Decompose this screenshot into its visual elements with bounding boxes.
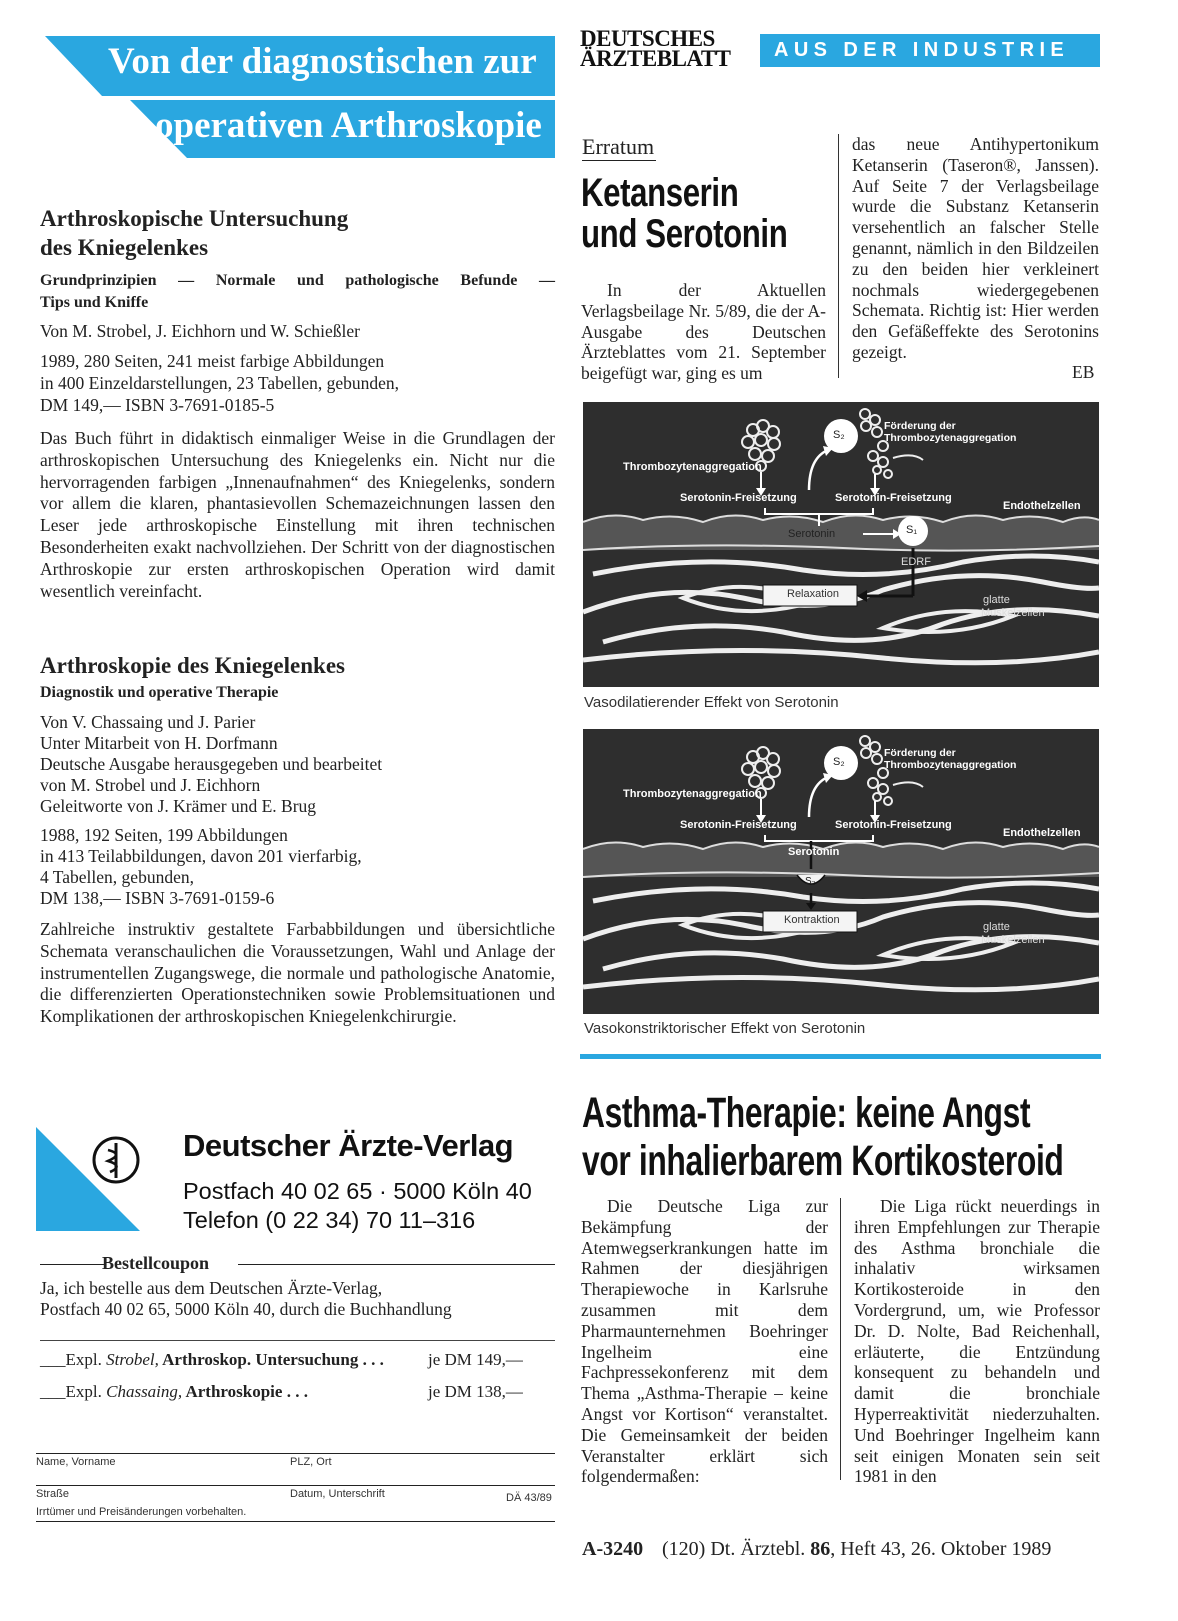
asthma-col1: Die Deutsche Liga zur Bekämpfung der Atemwegserkrankungen hatte im Rahmen der diesjährigen Therapiewoche in Karlsruhe zusammen mit dem Pharmaunternehmen Boehringer Ingelheim eine Fachpressekonferenz mit dem Thema „Asthma-Therapie – keine Angst vor Kortison“ veranstaltet. Die Gemeinsamkeit der beiden Veranstalter erklärt sich folgendermaßen: [581, 1196, 828, 1487]
book2-description: Zahlreiche instruktiv gestaltete Farbabbildungen und übersichtliche Schemata veranschaulichen die Voraussetzungen, Wahl und Anlage der instrumentellen Zugangswege, die normale und pathologische Anatomie, die differenzierten Operationstechniken sowie Problemsituationen und Komplikationen der arthroskopischen Kniegelenkchirurgie. [40, 919, 555, 1027]
label-serotonin-freisetzung: Serotonin-Freisetzung [680, 492, 797, 504]
label-kontraktion: Kontraktion [784, 914, 840, 926]
asthma-headline-line1: Asthma-Therapie: keine Angst [582, 1089, 1031, 1137]
banner-title-line2: operativen Arthroskopie [155, 105, 542, 146]
label-edrf: EDRF [901, 556, 931, 568]
coupon-field-line[interactable] [36, 1453, 555, 1454]
book2-credit-line: Geleitworte von J. Krämer und E. Brug [40, 796, 317, 816]
footer-issue-suffix: , Heft 43, 26. Oktober 1989 [830, 1538, 1052, 1560]
erratum-headline-line2: und Serotonin [581, 212, 788, 256]
diagram2-caption: Vasokonstriktorischer Effekt von Serotonin [584, 1020, 866, 1037]
book2-credit-line: von M. Strobel und J. Eichhorn [40, 775, 261, 795]
book2-detail-line: in 413 Teilabbildungen, davon 201 vierfarbig, [40, 846, 362, 866]
label-serotonin-freisetzung: Serotonin-Freisetzung [680, 819, 797, 831]
label-thrombozytenaggregation: Thrombozytenaggregation [623, 461, 762, 473]
book2-details [40, 825, 555, 909]
book2-credits [40, 712, 555, 817]
label-relaxation: Relaxation [787, 588, 839, 600]
publisher-address: Postfach 40 02 65 · 5000 Köln 40 [183, 1178, 532, 1204]
coupon-item-strobel[interactable] [40, 1350, 384, 1370]
book1-authors: Von M. Strobel, J. Eichhorn und W. Schießler [40, 321, 361, 341]
book1-detail-line: in 400 Einzeldarstellungen, 23 Tabellen, gebunden, [40, 373, 400, 393]
coupon-rule-right [238, 1264, 555, 1265]
field-label-city: PLZ, Ort [290, 1456, 332, 1468]
book1-detail-line: 1989, 280 Seiten, 241 meist farbige Abbildungen [40, 351, 385, 371]
book2-detail-line: 1988, 192 Seiten, 199 Abbildungen [40, 825, 288, 845]
book1-title-line2: des Kniegelenkes [40, 235, 209, 260]
publisher-name: Deutscher Ärzte-Verlag [183, 1128, 514, 1163]
coupon-rule-left [40, 1264, 104, 1265]
book2-detail-line: 4 Tabellen, gebunden, [40, 867, 194, 887]
coupon-item-title: Arthroskopie . . . [182, 1382, 308, 1401]
label-s1: S₁ [906, 524, 918, 536]
erratum-col1: In der Aktuellen Verlagsbeilage Nr. 5/89, die der A-Ausgabe des Deutschen Ärzteblattes vom 21. September beigefügt war, ging es um [581, 280, 826, 384]
diagram2-drawing [583, 729, 1099, 1014]
publisher-phone: Telefon (0 22 34) 70 11–316 [183, 1207, 476, 1233]
coupon-bottom-rule [36, 1521, 555, 1522]
diagram1-caption: Vasodilatierender Effekt von Serotonin [584, 694, 839, 711]
book1-details [40, 350, 555, 416]
coupon-field-line[interactable] [36, 1485, 555, 1486]
label-serotonin-freisetzung: Serotonin-Freisetzung [835, 492, 952, 504]
footer-page-number: A-3240 [582, 1538, 644, 1560]
footer-citation [662, 1538, 1051, 1561]
book1-title-line1: Arthroskopische Untersuchung [40, 206, 349, 231]
masthead-line1: DEUTSCHES [580, 26, 715, 51]
label-s2: S₂ [833, 429, 845, 441]
label-serotonin: Serotonin [788, 528, 836, 540]
label-muskelzellen: Muskelzellen [981, 934, 1045, 946]
label-foerderung: Förderung der [884, 420, 956, 432]
publisher-logo-icon [90, 1134, 142, 1186]
label-glatte: glatte [983, 921, 1010, 933]
field-label-street: Straße [36, 1488, 70, 1500]
label-foerderung: Förderung der [884, 747, 956, 759]
label-serotonin: Serotonin [788, 846, 840, 858]
book1-detail-line: DM 149,— ISBN 3-7691-0185-5 [40, 395, 275, 415]
coupon-text-line2: Postfach 40 02 65, 5000 Köln 40, durch die Buchhandlung [40, 1299, 452, 1319]
coupon-item-price: je DM 138,— [428, 1382, 523, 1401]
banner-title-line1: Von der diagnostischen zur [108, 41, 537, 82]
section-divider [580, 1054, 1101, 1059]
diagram-vasokonstriktion [583, 729, 1099, 1014]
book2-credit-line: Unter Mitarbeit von H. Dorfmann [40, 733, 278, 753]
book1-subtitle-line2: Tips und Kniffe [40, 294, 149, 311]
footer-issue-prefix: (120) Dt. Ärztebl. [662, 1538, 811, 1560]
coupon-disclaimer: Irrtümer und Preisänderungen vorbehalten. [36, 1506, 247, 1518]
label-endothelzellen: Endothelzellen [1003, 500, 1081, 512]
asthma-headline-line2: vor inhalierbarem Kortikosteroid [582, 1137, 1064, 1185]
label-endothelzellen: Endothelzellen [1003, 827, 1081, 839]
book1 [40, 204, 555, 602]
erratum-headline-line1: Ketanserin [581, 171, 739, 215]
footer-volume: 86 [810, 1538, 831, 1560]
diagram-vasodilatation [583, 402, 1099, 687]
erratum-col2: das neue Antihypertonikum Ketanserin (Taseron®, Janssen). Auf Seite 7 der Verlagsbeilage wurde die Substanz Ketanserin versehentlich an falscher Stelle genannt, nämlich in den Bildzeilen zu den beiden hier verkleinert nochmals wiedergegebenen Schemata. Richtig ist: Hier werden den Gefäßeffekte des Serotonins gezeigt. [852, 134, 1099, 362]
book2-detail-line: DM 138,— ISBN 3-7691-0159-6 [40, 888, 275, 908]
label-s2: S₂ [833, 756, 845, 768]
erratum-signature: EB [1072, 362, 1095, 382]
label-foerderung: Thrombozytenaggregation [884, 432, 1017, 444]
coupon-text-line1: Ja, ich bestelle aus dem Deutschen Ärzte-Verlag, [40, 1278, 383, 1298]
label-s2: S₂ [805, 876, 816, 887]
book2-credit-line: Von V. Chassaing und J. Parier [40, 712, 256, 732]
book1-subtitle-line1: Grundprinzipien — Normale und pathologische Befunde — [40, 272, 555, 289]
column-divider [840, 1198, 841, 1480]
diagram1-drawing [583, 402, 1099, 687]
label-thrombozytenaggregation: Thrombozytenaggregation [623, 788, 762, 800]
erratum-label: Erratum [582, 134, 655, 159]
coupon-heading: Bestellcoupon [102, 1253, 210, 1273]
label-glatte: glatte [983, 594, 1010, 606]
coupon-item-author: Chassaing, [106, 1382, 183, 1401]
label-serotonin-freisetzung: Serotonin-Freisetzung [835, 819, 952, 831]
coupon-item-prefix: ___Expl. [40, 1382, 107, 1401]
asthma-col2: Die Liga rückt neuerdings in ihren Empfehlungen zur Therapie des Asthma bronchiale die inhalativ wirksamen Kortikosteroide in den Vordergrund, um, wie Professor Dr. D. Nolte, Bad Reichenhall, erläuterte, die Entzündung konsequent zu behandeln und damit die bronchiale Hyperreaktivität niederzuhalten. Und Boehringer Ingelheim kann seit einigen Monaten sein seit 1981 in den [854, 1196, 1100, 1487]
book1-description: Das Buch führt in didaktisch einmaliger Weise in die Grundlagen der arthroskopischen Untersuchung des Kniegelenks ein. Nicht nur die hervorragenden farbigen „Innenaufnahmen“ des Kniegelenks, sondern vor allem die klaren, phantasievollen Schemazeichnungen lassen den Leser jede arthroskopische Einstellung mit ihren technischen Besonderheiten exakt nachvollziehen. Der Schritt von der diagnostischen Arthroskopie zur ersten arthroskopischen Operation wird damit wesentlich vereinfacht. [40, 428, 555, 601]
column-divider [838, 134, 839, 378]
book2-credit-line: Deutsche Ausgabe herausgegeben und bearbeitet [40, 754, 383, 774]
coupon-divider [40, 1340, 555, 1341]
masthead-line2: ÄRZTEBLATT [580, 46, 731, 71]
coupon-item-price: je DM 149,— [428, 1350, 523, 1369]
coupon-item-chassaing[interactable] [40, 1382, 308, 1402]
coupon-item-prefix: ___Expl. [40, 1350, 107, 1369]
section-banner: AUS DER INDUSTRIE [760, 34, 1100, 67]
field-label-signature: Datum, Unterschrift [290, 1488, 385, 1500]
coupon-code: DÄ 43/89 [506, 1492, 552, 1504]
coupon-item-title: Arthroskop. Untersuchung . . . [158, 1350, 384, 1369]
field-label-name: Name, Vorname [36, 1456, 116, 1468]
label-foerderung: Thrombozytenaggregation [884, 759, 1017, 771]
book2-subtitle: Diagnostik und operative Therapie [40, 684, 279, 701]
coupon-item-author: Strobel, [106, 1350, 159, 1369]
book2-title: Arthroskopie des Kniegelenkes [40, 653, 345, 678]
label-muskelzellen: Muskelzellen [981, 607, 1045, 619]
book2 [40, 651, 555, 1028]
